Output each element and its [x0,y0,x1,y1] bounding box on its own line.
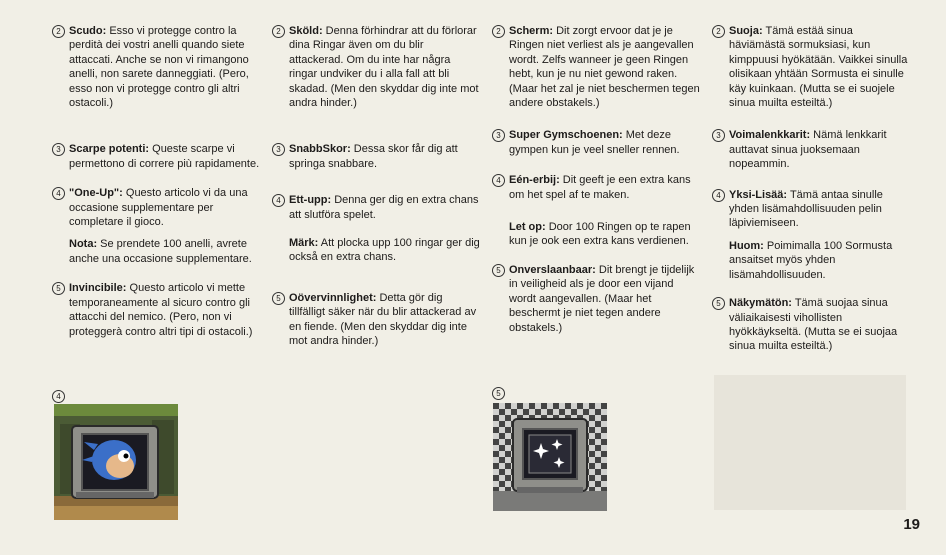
one-up-monitor-icon [54,404,178,520]
item-term: "One-Up": [69,187,123,200]
column-italian [52,24,260,339]
item-text: Met deze gympen kun je veel sneller rennen. [509,129,680,156]
item-term: Oövervinnlighet: [289,291,377,304]
item-number: 4 [272,194,285,207]
item-text: Questo articolo vi da una occasione supplementare per completare il gioco. [69,187,248,229]
item-invincible [492,263,700,335]
item-speed-shoes [492,128,700,157]
item-term: Scarpe potenti: [69,143,150,156]
item-term: Sköld: [289,25,323,37]
note-text: Door 100 Ringen op te rapen kun je ook een extra kans verdienen. [509,221,691,248]
item-number: 5 [712,297,725,310]
faded-panel [714,375,906,510]
item-shield [492,24,700,110]
item-invincible [272,291,480,349]
item-invincible [52,281,260,339]
item-one-up [272,193,480,222]
note-term: Nota: [69,238,98,251]
item-text: Tämä antaa sinulle yhden lisämahdollisuuden pelin läpiviemiseen. [729,188,883,230]
item-term: Scherm: [509,25,554,37]
item-number: 3 [52,143,65,156]
item-term: Voimalenkkarit: [729,129,811,142]
item-text: Tämä suojaa sinua väliaikaisesti vihollisten hyökkäykseltä. (Mutta se ei suojaa sinua muilta esteiltä.) [729,297,898,353]
item-text: Dessa skor får dig att springa snabbare. [289,143,458,170]
item-number: 2 [492,25,505,38]
figure-label: 4 [52,390,65,403]
item-note [52,237,260,266]
item-number: 2 [272,25,285,38]
item-note [272,236,480,265]
note-term: Let op: [509,221,546,234]
item-shield [52,24,260,110]
page-number: 19 [903,516,920,533]
item-number: 4 [712,189,725,202]
invincibility-monitor-icon [493,403,607,511]
item-number: 5 [492,264,505,277]
item-term: Onverslaanbaar: [509,263,596,276]
item-note [492,220,700,249]
item-shield [712,24,912,110]
note-term: Huom: [729,239,764,252]
figure-label: 5 [492,387,505,400]
item-speed-shoes [712,128,912,171]
item-note [712,239,912,282]
item-one-up [712,188,912,231]
column-swedish [272,24,480,349]
figure-one-up [54,404,178,520]
item-number: 2 [712,25,725,38]
figure-invincible [493,403,607,511]
item-text: Queste scarpe vi permettono di correre più rapidamente. [69,143,260,170]
note-term: Märk: [289,237,319,250]
item-number: 3 [492,129,505,142]
item-shield [272,24,480,110]
item-number: 3 [272,143,285,156]
item-term: Suoja: [729,25,763,37]
item-number: 4 [492,174,505,187]
item-text: Denna förhindrar att du förlorar dina Ringar även om du blir attackerad. Om du inte har några ringar undviker du i alla fall att bli skadad. (Men den skyddar dig inte mot andra hinder.) [289,25,479,110]
item-text: Denna ger dig en extra chans att slutföra spelet. [289,194,479,221]
item-term: SnabbSkor: [289,143,351,156]
item-number: 5 [52,282,65,295]
note-text: Att plocka upp 100 ringar ger dig också en extra chans. [289,237,480,264]
item-speed-shoes [52,142,260,171]
item-number: 5 [272,292,285,305]
item-number: 2 [52,25,65,38]
item-invincible [712,296,912,354]
item-speed-shoes [272,142,480,171]
item-number: 4 [52,187,65,200]
item-term: Yksi-Lisää: [729,188,788,201]
item-term: Näkymätön: [729,297,792,310]
item-term: Scudo: [69,25,107,37]
note-text: Poimimalla 100 Sormusta ansaitset myös yhden lisämahdollisuuden. [729,239,893,281]
column-dutch [492,24,700,335]
item-term: Super Gymschoenen: [509,129,623,142]
column-finnish [712,24,912,354]
item-text: Detta gör dig tillfälligt säker när du blir attackerad av en fiende. (Men den skyddar dig inte mot andra hinder.) [289,291,477,348]
item-text: Esso vi protegge contro la perdità dei vostri anelli quando siete attaccati. Anche se non vi rimangono anelli, non sarete danneggiati. (Pero, esso non vi protegge contro gli altri ostacoli.) [69,25,249,110]
item-text: Nämä lenkkarit auttavat sinua juoksemaan nopeammin. [729,129,887,171]
note-text: Se prendete 100 anelli, avrete anche una occasione supplementare. [69,238,252,265]
item-term: Invincibile: [69,282,127,295]
item-number: 3 [712,129,725,142]
item-one-up [492,173,700,202]
item-text: Tämä estää sinua häviämästä sormuksiasi, kun kimppuusi hyökätään. Vaikkei sinulla olisikaan yhtään Sormusta ei sinulle käy kuinkaan. (Mutta se ei suojele sinua muilta esteiltä.) [729,25,908,110]
item-one-up [52,186,260,229]
item-term: Ett-upp: [289,194,332,207]
item-text: Questo articolo vi mette temporaneamente al sicuro contro gli attacchi del nemico. (Pero, non vi proteggerà contro altri tipi di ostacoli.) [69,282,253,338]
item-term: Eén-erbij: [509,174,560,187]
item-text: Dit zorgt ervoor dat je je Ringen niet verliest als je aangevallen wordt. Zelfs wanneer je geen Ringen hebt, kun je nu niet gewond raken. (Maar het zal je niet beschermen tegen andere obstakels.) [509,25,700,110]
item-text: Dit brengt je tijdelijk in veiligheid als je door een vijand wordt aangevallen. (Maar het beschermt je niet tegen andere obstakels.) [509,263,695,334]
item-text: Dit geeft je een extra kans om het spel af te maken. [509,174,691,201]
